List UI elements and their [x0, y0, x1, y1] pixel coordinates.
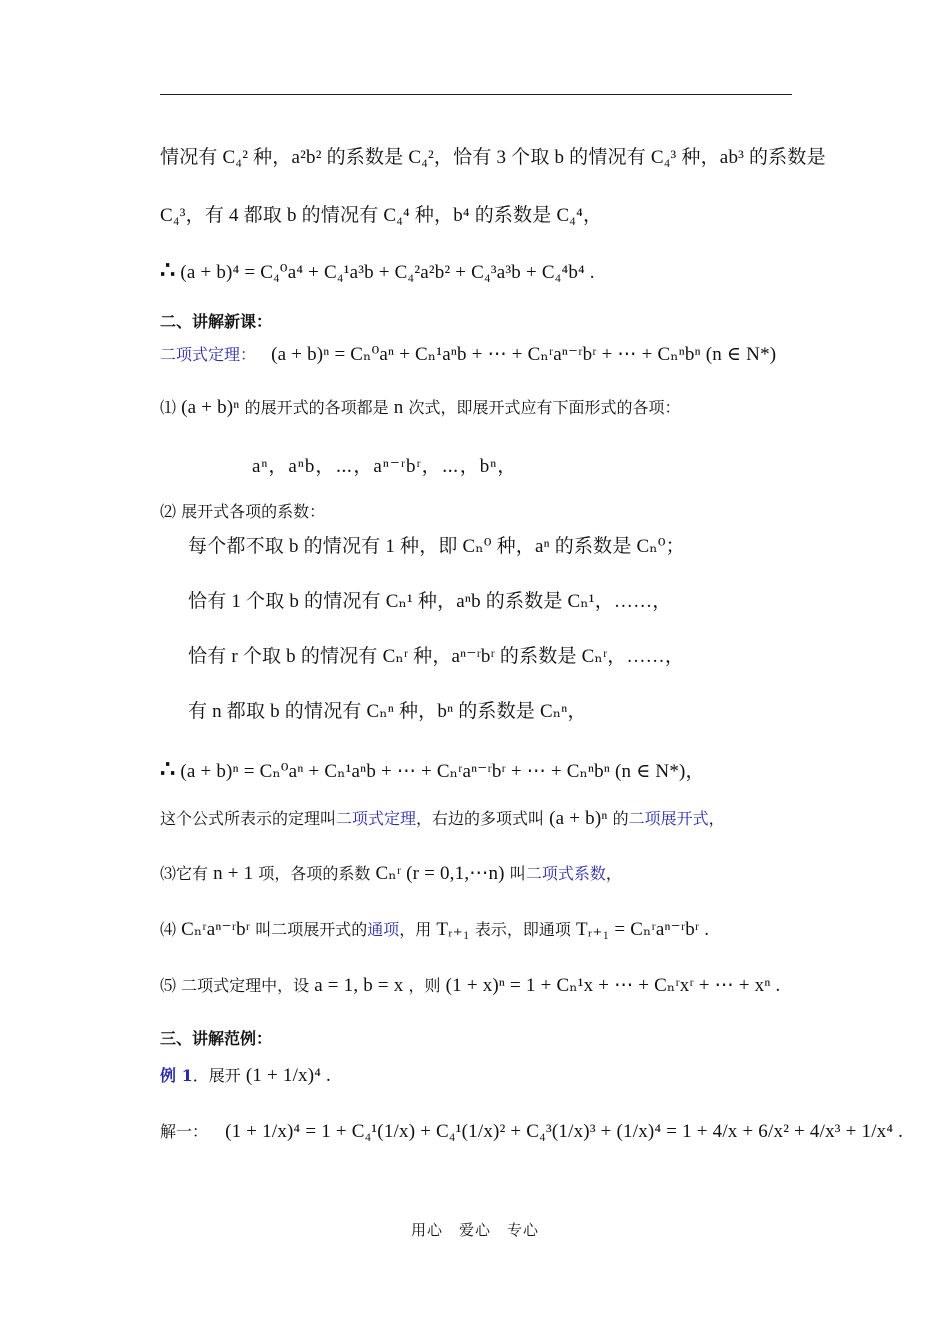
therefore-symbol: ∴ — [160, 754, 176, 783]
coef-line-3: 恰有 r 个取 b 的情况有 Cₙʳ 种，aⁿ⁻ʳbʳ 的系数是 Cₙʳ，……， — [188, 646, 685, 667]
therefore-line-2 — [160, 754, 705, 784]
definition-line — [160, 807, 725, 831]
point-5-line — [160, 974, 780, 998]
link-general-term[interactable]: 通项 — [367, 920, 400, 939]
point-4-text-b: ，用 — [399, 920, 432, 939]
point-1-text-a: 的展开式的各项都是 — [244, 398, 389, 417]
point-4-number: ⑷ — [160, 920, 177, 939]
point-4-formula-2: Tᵣ₊₁ — [436, 919, 470, 940]
example-formula: (1 + 1/x)⁴ . — [245, 1065, 332, 1086]
theorem-formula: (a + b)ⁿ = Cₙ⁰aⁿ + Cₙ¹aⁿb + ⋯ + Cₙʳaⁿ⁻ʳbʳ + ⋯ + Cₙⁿbⁿ (n ∈ N*) — [271, 344, 777, 365]
point-3-formula-1: n + 1 — [213, 863, 254, 884]
point-5-formula-2: (1 + x)ⁿ = 1 + Cₙ¹x + ⋯ + Cₙʳxʳ + ⋯ + xⁿ . — [445, 975, 781, 996]
point-4-formula-3: Tᵣ₊₁ = Cₙʳaⁿ⁻ʳbʳ . — [576, 919, 710, 940]
link-binomial-theorem[interactable]: 二项式定理 — [336, 809, 417, 828]
example-text: ．展开 — [192, 1066, 241, 1085]
header-rule — [160, 94, 792, 95]
binomial-expansion-formula: (a + b)ⁿ = Cₙ⁰aⁿ + Cₙ¹aⁿb + ⋯ + Cₙʳaⁿ⁻ʳbʳ + ⋯ + Cₙⁿbⁿ (n ∈ N*)， — [180, 761, 705, 782]
point-4-formula-1: Cₙʳaⁿ⁻ʳbʳ — [181, 919, 251, 940]
definition-formula: (a + b)ⁿ — [549, 808, 608, 829]
point-3-text-b: 项，各项的系数 — [258, 864, 371, 883]
point-3-formula-2: Cₙʳ (r = 0,1,⋯n) — [375, 863, 505, 884]
definition-text-b: ，右边的多项式叫 — [416, 809, 545, 828]
page-footer: 用心 爱心 专心 — [410, 1221, 539, 1239]
solution-line — [160, 1120, 903, 1144]
coef-line-2: 恰有 1 个取 b 的情况有 Cₙ¹ 种，aⁿb 的系数是 Cₙ¹，……， — [188, 591, 672, 612]
text-line-1: 情况有 C₄² 种，a²b² 的系数是 C₄²，恰有 3 个取 b 的情况有 C₄³ 种，ab³ 的系数是 — [160, 147, 826, 168]
section-heading-3: 三、讲解范例： — [160, 1029, 273, 1048]
point-1-text-b: 次式，即展开式应有下面形式的各项： — [408, 398, 681, 417]
point-1-n: n — [393, 397, 404, 418]
solution-formula: (1 + 1/x)⁴ = 1 + C₄¹(1/x) + C₄¹(1/x)² + C₄³(1/x)³ + (1/x)⁴ = 1 + 4/x + 6/x² + 4/x³ + 1/x⁴ . — [225, 1121, 904, 1142]
therefore-line-1 — [160, 255, 595, 285]
point-1-number: ⑴ — [160, 398, 177, 417]
therefore-symbol: ∴ — [160, 255, 176, 284]
definition-text-d: ， — [708, 809, 725, 828]
expansion-formula-4: (a + b)⁴ = C₄⁰a⁴ + C₄¹a³b + C₄²a²b² + C₄³a³b + C₄⁴b⁴ . — [180, 262, 595, 283]
point-3-text-c: 叫 — [509, 864, 526, 883]
point-4-text-c: 表示，即通项 — [474, 920, 571, 939]
example-1-line — [160, 1064, 331, 1088]
definition-text-a: 这个公式所表示的定理叫 — [160, 809, 337, 828]
point-2-heading: ⑵ 展开式各项的系数： — [160, 502, 326, 521]
point-5-text-a: ⑸ 二项式定理中，设 — [160, 976, 310, 995]
point-5-formula-1: a = 1, b = x — [314, 975, 404, 996]
point-1-line — [160, 396, 681, 420]
point-4-line — [160, 918, 709, 942]
link-binomial-coefficient[interactable]: 二项式系数 — [525, 864, 606, 883]
definition-text-c: 的 — [612, 809, 629, 828]
point-3-text-a: ⑶它有 — [160, 864, 209, 883]
point-4-text-a: 叫二项展开式的 — [255, 920, 368, 939]
example-label[interactable]: 例 1 — [160, 1066, 193, 1085]
text-line-2: C₄³，有 4 都取 b 的情况有 C₄⁴ 种，b⁴ 的系数是 C₄⁴， — [160, 205, 603, 226]
point-1-formula: (a + b)ⁿ — [181, 397, 240, 418]
coef-line-1: 每个都不取 b 的情况有 1 种，即 Cₙ⁰ 种，aⁿ 的系数是 Cₙ⁰； — [188, 536, 685, 557]
point-5-text-b: ，则 — [408, 976, 441, 995]
solution-label: 解一： — [160, 1122, 209, 1141]
section-heading-2: 二、讲解新课： — [160, 312, 273, 331]
theorem-line — [160, 343, 776, 367]
general-terms: aⁿ，aⁿb，⋯，aⁿ⁻ʳbʳ，⋯，bⁿ， — [252, 456, 518, 477]
point-3-line — [160, 862, 622, 886]
point-3-text-d: ， — [605, 864, 622, 883]
link-binomial-expansion[interactable]: 二项展开式 — [628, 809, 709, 828]
theorem-label[interactable]: 二项式定理： — [160, 345, 257, 364]
coef-line-4: 有 n 都取 b 的情况有 Cₙⁿ 种，bⁿ 的系数是 Cₙⁿ， — [188, 701, 587, 722]
